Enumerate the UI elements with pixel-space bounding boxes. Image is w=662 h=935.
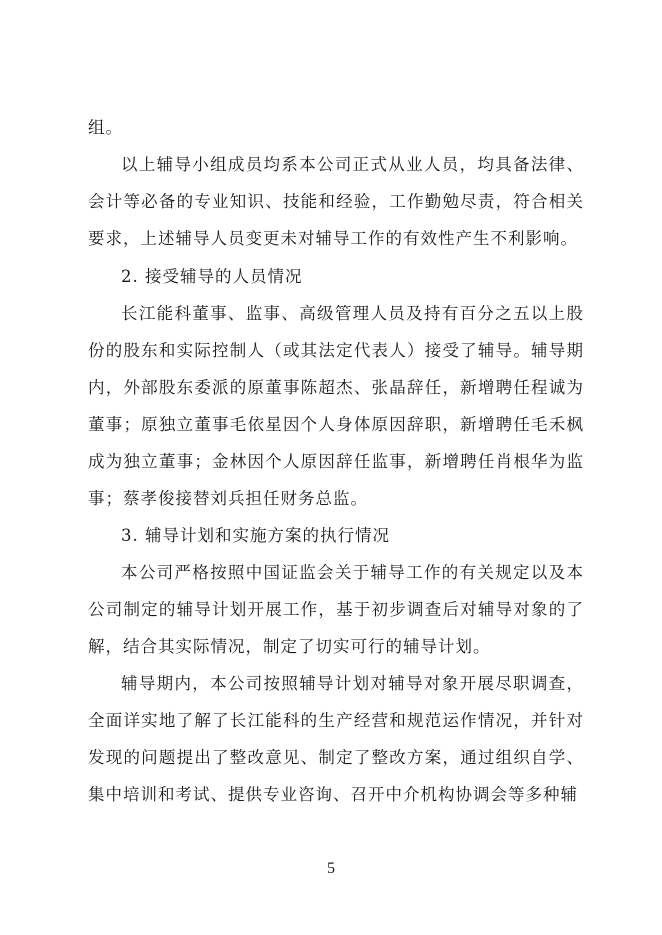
paragraph-block-4 bbox=[88, 665, 584, 813]
section-heading-2: 2. 接受辅导的人员情况 bbox=[121, 267, 303, 286]
continuation-text: 组。 bbox=[88, 118, 123, 137]
paragraph-block-2 bbox=[88, 295, 584, 517]
paragraph-advised-persons: 长江能科董事、监事、高级管理人员及持有百分之五以上股份的股东和实际控制人（或其法定代表人）接受了辅导。辅导期内，外部股东委派的原董事陈超杰、张晶辞任，新增聘任程诚为董事；原独立董事毛依星因个人身体原因辞职，新增聘任毛禾枫成为独立董事；金林因个人原因辞任监事，新增聘任肖根华为监事；蔡孝俊接替刘兵担任财务总监。 bbox=[88, 304, 584, 508]
section-heading-3: 3. 辅导计划和实施方案的执行情况 bbox=[121, 526, 390, 545]
heading-block-2 bbox=[88, 258, 584, 295]
page-number: 5 bbox=[327, 860, 335, 877]
paragraph-block-1 bbox=[88, 109, 584, 257]
paragraph-advisory-plan: 本公司严格按照中国证监会关于辅导工作的有关规定以及本公司制定的辅导计划开展工作，基于初步调查后对辅导对象的了解，结合其实际情况，制定了切实可行的辅导计划。 bbox=[88, 563, 584, 656]
paragraph-advisory-team: 以上辅导小组成员均系本公司正式从业人员，均具备法律、会计等必备的专业知识、技能和经验，工作勤勉尽责，符合相关要求，上述辅导人员变更未对辅导工作的有效性产生不利影响。 bbox=[88, 155, 584, 248]
heading-block-3 bbox=[88, 517, 584, 554]
paragraph-block-3 bbox=[88, 554, 584, 665]
paragraph-advisory-execution: 辅导期内，本公司按照辅导计划对辅导对象开展尽职调查，全面详实地了解了长江能科的生产经营和规范运作情况，并针对发现的问题提出了整改意见、制定了整改方案，通过组织自学、集中培训和考试、提供专业咨询、召开中介机构协调会等多种辅 bbox=[88, 674, 584, 804]
